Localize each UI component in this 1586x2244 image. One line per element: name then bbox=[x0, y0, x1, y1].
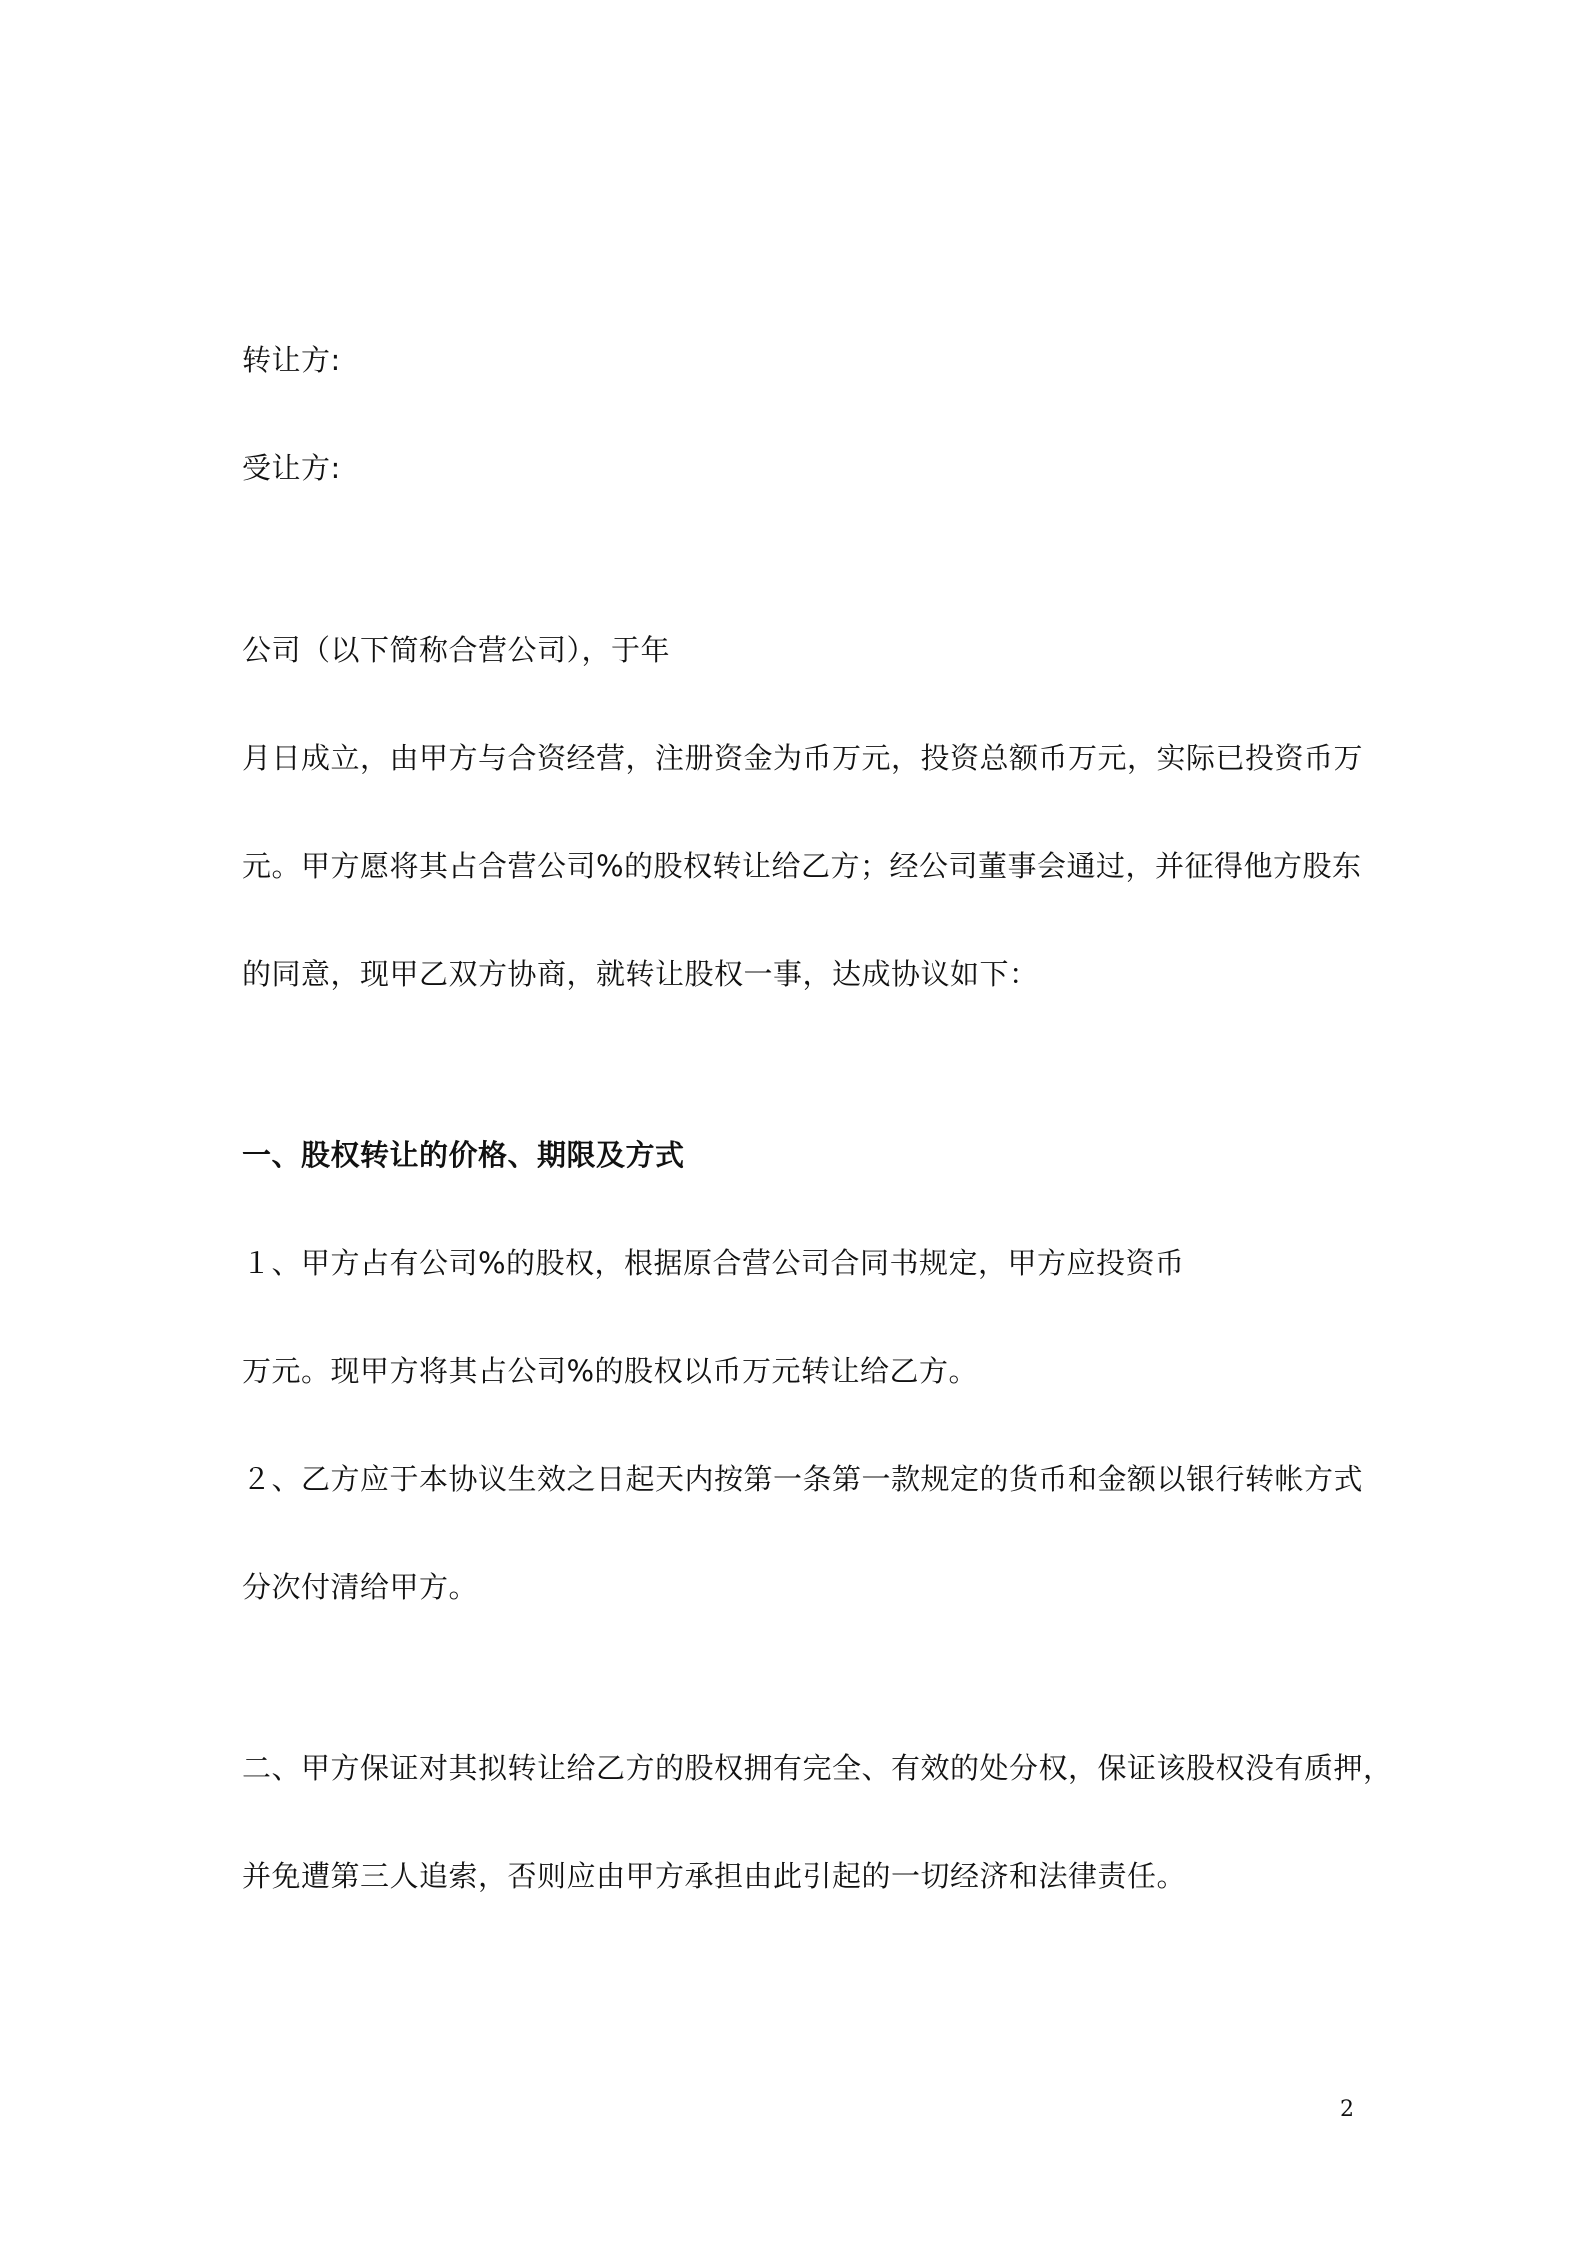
section-1-line-2: 万元。现甲方将其占公司%的股权以币万元转让给乙方。 bbox=[242, 1354, 979, 1388]
section-1-heading: 一、股权转让的价格、期限及方式 bbox=[242, 1138, 685, 1172]
transferor-label: 转让方: bbox=[242, 343, 341, 377]
page-number: 2 bbox=[1340, 2097, 1354, 2122]
intro-line-4: 的同意，现甲乙双方协商，就转让股权一事，达成协议如下： bbox=[242, 957, 1039, 991]
intro-line-2: 月日成立，由甲方与合资经营，注册资金为币万元，投资总额币万元，实际已投资币万 bbox=[242, 741, 1364, 775]
section-1-line-3: ２、乙方应于本协议生效之日起天内按第一条第一款规定的货币和金额以银行转帐方式 bbox=[242, 1462, 1364, 1496]
section-2-line-1: 二、甲方保证对其拟转让给乙方的股权拥有完全、有效的处分权，保证该股权没有质押， bbox=[242, 1751, 1393, 1785]
section-1-line-4: 分次付清给甲方。 bbox=[242, 1570, 479, 1604]
intro-line-1: 公司（以下简称合营公司），于年 bbox=[242, 633, 671, 667]
transferee-label: 受让方: bbox=[242, 451, 341, 485]
section-1-line-1: １、甲方占有公司%的股权，根据原合营公司合同书规定，甲方应投资币 bbox=[242, 1246, 1185, 1280]
section-2-line-2: 并免遭第三人追索，否则应由甲方承担由此引起的一切经济和法律责任。 bbox=[242, 1859, 1187, 1893]
intro-line-3: 元。甲方愿将其占合营公司%的股权转让给乙方；经公司董事会通过，并征得他方股东 bbox=[242, 849, 1362, 883]
